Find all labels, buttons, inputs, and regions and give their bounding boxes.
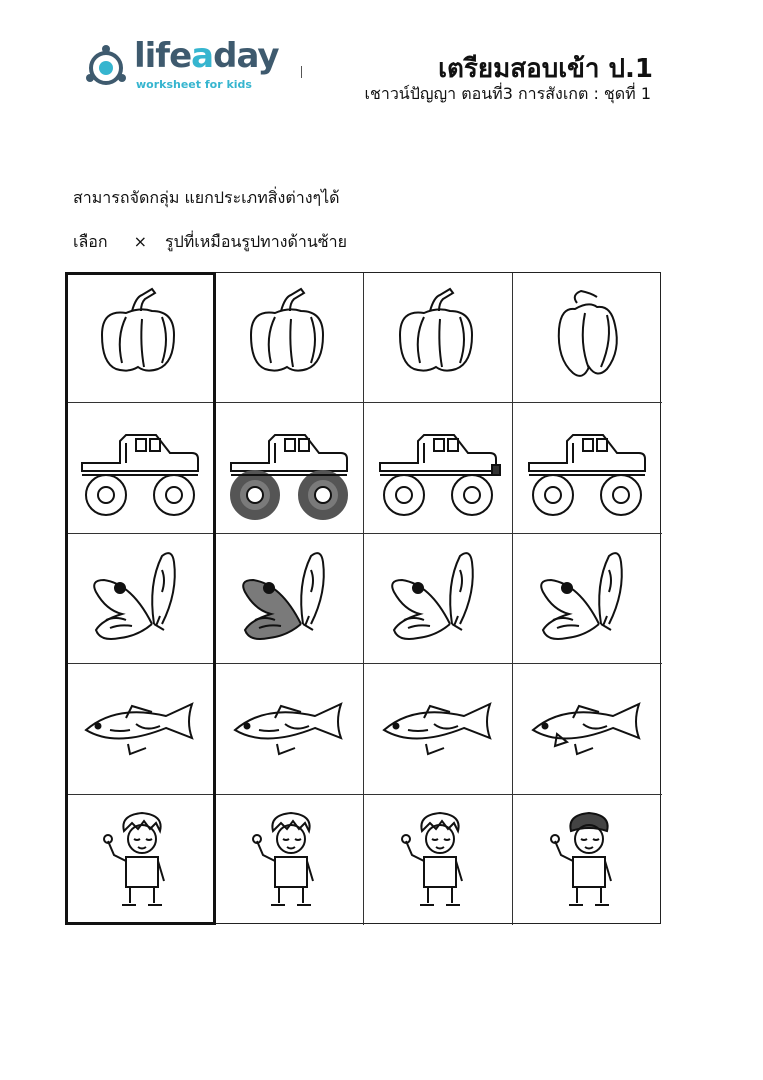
butterfly-icon	[523, 544, 652, 654]
answer-grid	[65, 272, 661, 924]
pepper-icon	[523, 283, 652, 393]
choice-cell[interactable]	[215, 664, 364, 794]
choice-cell[interactable]	[364, 534, 513, 664]
pepper-icon	[374, 283, 503, 393]
boy-icon	[76, 805, 205, 915]
choice-cell[interactable]	[364, 273, 513, 403]
choice-cell[interactable]	[215, 795, 364, 925]
choice-cell[interactable]	[513, 664, 662, 794]
pepper-icon	[76, 283, 205, 393]
monster-truck-icon	[225, 413, 354, 523]
pepper-icon	[225, 283, 354, 393]
monster-truck-icon	[76, 413, 205, 523]
reference-cell	[66, 273, 215, 403]
fish-icon	[225, 674, 354, 784]
cross-mark-icon: ×	[133, 232, 147, 251]
boy-icon	[374, 805, 503, 915]
choice-cell[interactable]	[513, 534, 662, 664]
butterfly-icon	[374, 544, 503, 654]
brand-logo	[82, 36, 282, 96]
reference-cell	[66, 795, 215, 925]
choice-cell[interactable]	[513, 795, 662, 925]
monster-truck-icon	[523, 413, 652, 523]
choice-cell[interactable]	[364, 795, 513, 925]
choice-cell[interactable]	[215, 273, 364, 403]
choice-cell[interactable]	[364, 664, 513, 794]
page-title: เตรียมสอบเข้า ป.1	[438, 54, 653, 84]
choice-cell[interactable]	[513, 403, 662, 533]
boy-icon	[225, 805, 354, 915]
instruction-suffix: รูปที่เหมือนรูปทางด้านซ้าย	[164, 232, 348, 251]
reference-cell	[66, 664, 215, 794]
instruction-prefix: เลือก	[73, 232, 108, 251]
logo-tagline: worksheet for kids	[136, 78, 252, 91]
butterfly-icon	[76, 544, 205, 654]
butterfly-icon	[225, 544, 354, 654]
fish-icon	[76, 674, 205, 784]
boy-icon	[523, 805, 652, 915]
page-subtitle: เชาวน์ปัญญา ตอนที่3 การสังเกต : ชุดที่ 1	[364, 84, 651, 103]
logo-mark-icon	[82, 42, 132, 92]
choice-cell[interactable]	[364, 403, 513, 533]
divider-tick	[301, 66, 302, 78]
fish-icon	[523, 674, 652, 784]
reference-cell	[66, 403, 215, 533]
reference-cell	[66, 534, 215, 664]
instruction-task	[73, 230, 347, 255]
choice-cell[interactable]	[513, 273, 662, 403]
choice-cell[interactable]	[215, 403, 364, 533]
choice-cell[interactable]	[215, 534, 364, 664]
instruction-objective: สามารถจัดกลุ่ม แยกประเภทสิ่งต่างๆได้	[73, 188, 340, 207]
fish-icon	[374, 674, 503, 784]
logo-wordmark: lifeaday	[134, 36, 279, 76]
monster-truck-icon	[374, 413, 503, 523]
